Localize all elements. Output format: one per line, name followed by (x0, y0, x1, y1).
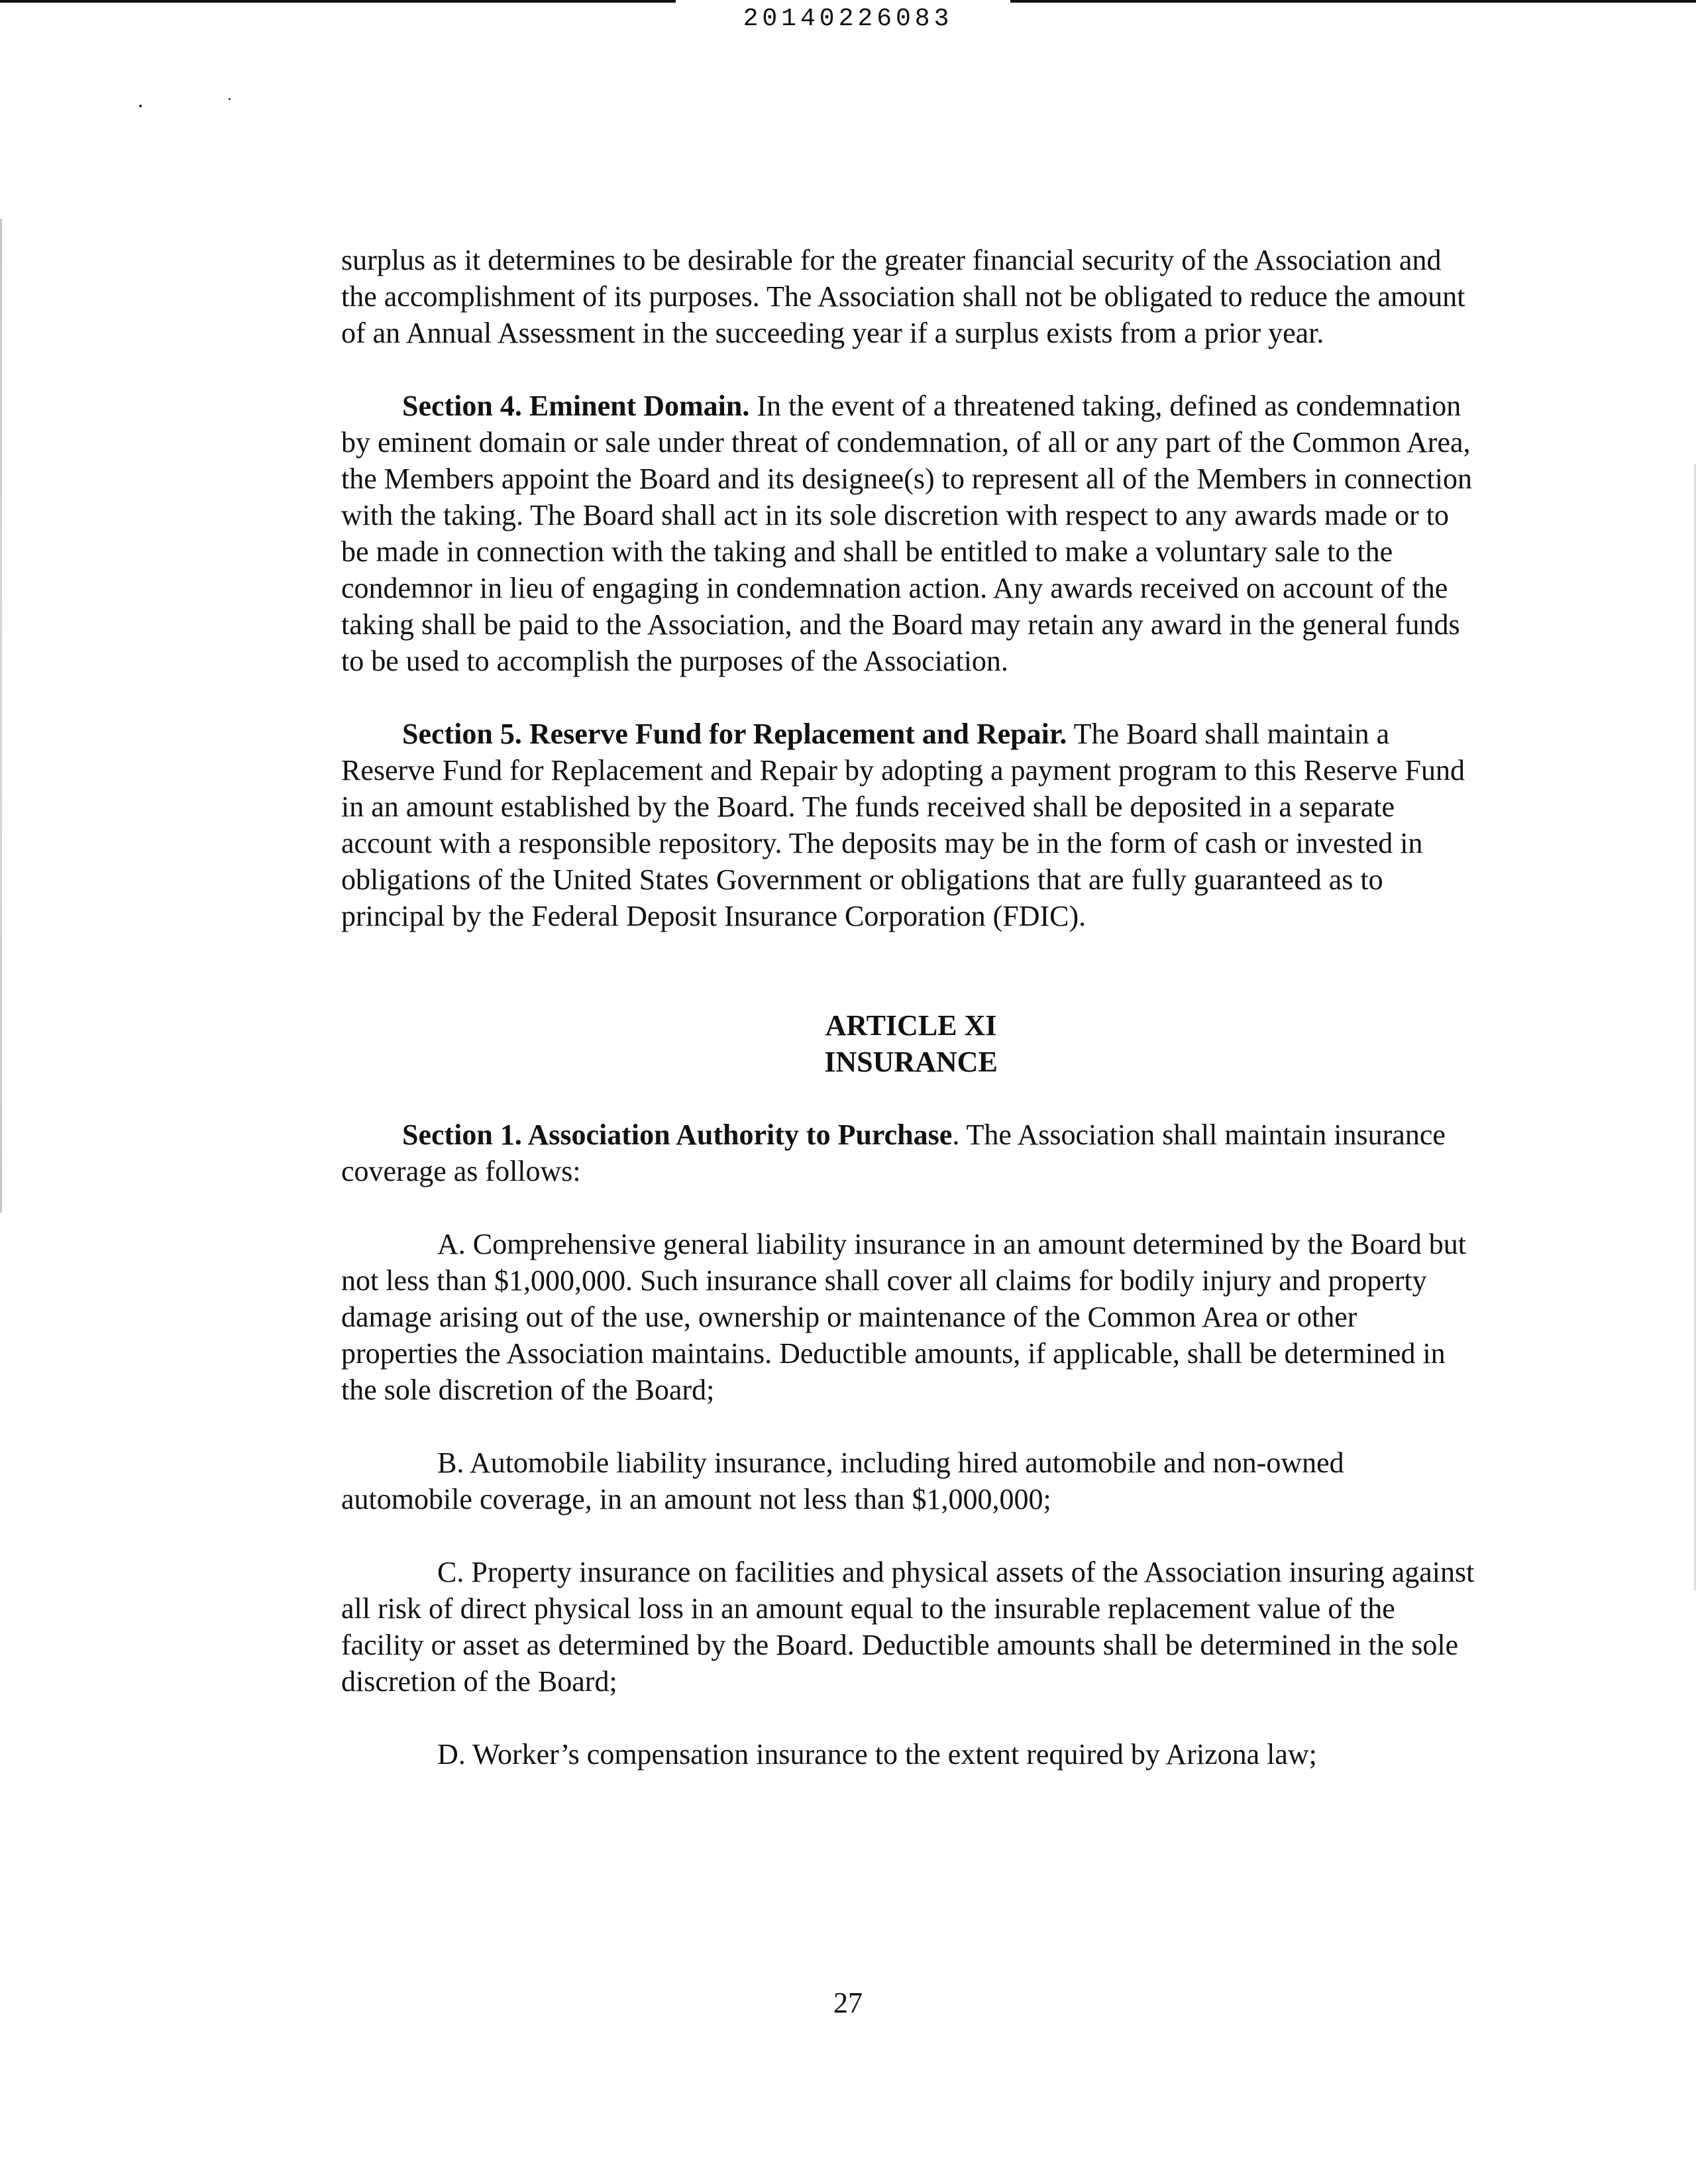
section-4-eminent-domain (341, 388, 1481, 679)
page-number: 27 (833, 1987, 863, 2019)
recording-number: 20140226083 (743, 5, 953, 33)
section-1-text: . The Association shall maintain insurance coverage as follows: (341, 1119, 1446, 1187)
item-c-property-insurance: C. Property insurance on facilities and physical assets of the Association insuring against all risk of direct physical loss in an amount equal to the insurable replacement value of the facility or asset as determined by the Board. Deductible amounts shall be determined in the sole discretion of the Board; (341, 1556, 1475, 1698)
scan-speck (139, 105, 142, 107)
scan-speck (229, 98, 231, 100)
item-d-workers-compensation: D. Worker’s compensation insurance to the extent required by Arizona law; (437, 1738, 1317, 1771)
section-5-reserve-fund (341, 716, 1481, 934)
section-4-text: In the event of a threatened taking, defined as condemnation by eminent domain or sale under threat of condemnation, of all or any part of the Common Area, the Members appoint the Board and its designee(s) to represent all of the Members in connection with the taking. The Board shall act in its sole discretion with respect to any awards made or to be made in connection with the taking and shall be entitled to make a voluntary sale to the condemnor in lieu of engaging in condemnation action. Any awards received on account of the taking shall be paid to the Association, and the Board may retain any award in the general funds to be used to accomplish the purposes of the Association. (341, 390, 1472, 677)
scan-left-edge (0, 219, 2, 1213)
section-5-heading: Section 5. Reserve Fund for Replacement and Repair. (402, 718, 1067, 750)
section-5-text: The Board shall maintain a Reserve Fund for Replacement and Repair by adopting a payment program to this Reserve Fund in an amount established by the Board. The funds received shall be deposited in a separate account with a responsible repository. The deposits may be in the form of cash or invested in obligations of the United States Government or obligations that are fully guaranteed as to principal by the Federal Deposit Insurance Corporation (FDIC). (341, 718, 1465, 932)
article-heading (341, 1007, 1481, 1080)
section-4-heading: Section 4. Eminent Domain. (402, 390, 750, 422)
paragraph-surplus: surplus as it determines to be desirable for the greater financial security of the Association and the accomplishment of its purposes. The Association shall not be obligated to reduce the amount of an Annual Assessment in the succeeding year if a surplus exists from a prior year. (341, 244, 1465, 349)
item-a-general-liability: A. Comprehensive general liability insurance in an amount determined by the Board but not less than $1,000,000. Such insurance shall cover all claims for bodily injury and property damage arising out of the use, ownership or maintenance of the Common Area or other properties the Association maintains. Deductible amounts, if applicable, shall be determined in the sole discretion of the Board; (341, 1228, 1467, 1406)
item-b-automobile-liability: B. Automobile liability insurance, including hired automobile and non-owned automobile coverage, in an amount not less than $1,000,000; (341, 1447, 1344, 1515)
article-number: ARTICLE XI (825, 1009, 997, 1042)
article-title: INSURANCE (824, 1046, 998, 1078)
section-1-authority (341, 1117, 1481, 1189)
document-body (341, 242, 1481, 1809)
section-1-heading: Section 1. Association Authority to Purchase (402, 1119, 953, 1151)
